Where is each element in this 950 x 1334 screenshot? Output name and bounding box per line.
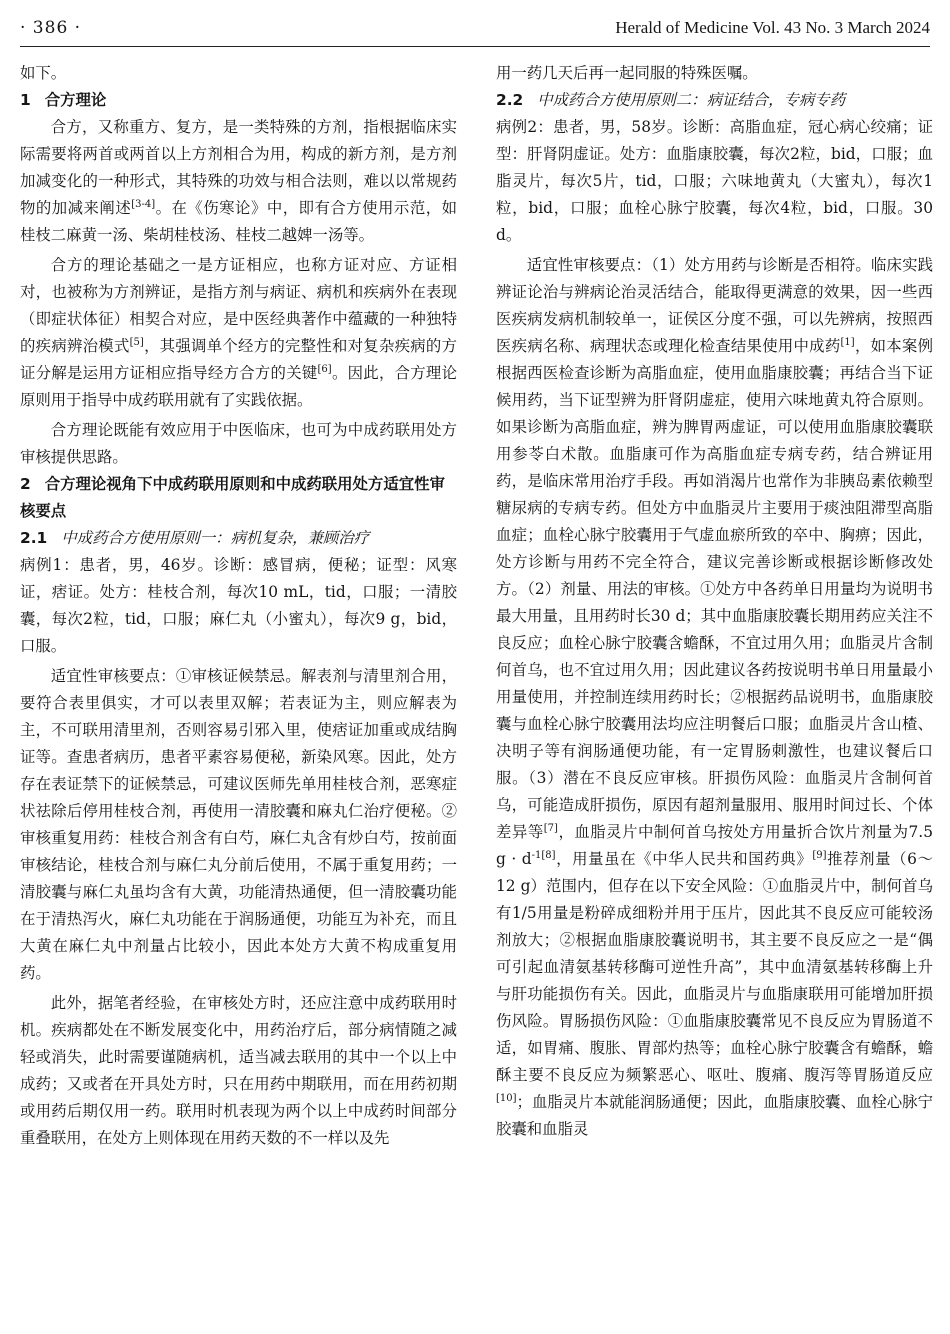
right-column: [496, 60, 933, 1143]
citation: [1]: [840, 337, 855, 348]
citation: [7]: [543, 823, 558, 834]
case-2: 病例2：患者，男，58岁。诊断：高脂血症，冠心病心绞痛；证型：肝肾阴虚证。处方：血脂康胶囊，每次2粒，bid，口服；血脂灵片，每次5片，tid，口服；六味地黄丸（大蜜丸），每次1粒，bid，口服；血栓心脉宁胶囊，每次4粒，bid，口服。30 d。: [496, 118, 933, 244]
subsection-number: 2.1: [20, 529, 48, 547]
subsection-title: 中成药合方使用原则二：病证结合，专病专药: [537, 91, 846, 109]
section-2-heading: [20, 471, 457, 525]
section-number: 1: [20, 91, 31, 109]
citation: [3-4]: [131, 199, 156, 210]
citation: -1[8]: [531, 850, 556, 861]
right-continuation: 用一药几天后再一起同服的特殊医嘱。: [496, 64, 758, 82]
paragraph-text: ，用量虽在《中华人民共和国药典》: [555, 850, 813, 868]
left-continuation: 如下。: [20, 64, 67, 82]
subsection-title: 中成药合方使用原则一：病机复杂，兼顾治疗: [61, 529, 370, 547]
running-header: Herald of Medicine Vol. 43 No. 3 March 2024: [615, 18, 930, 37]
subsection-2-2-heading: [496, 87, 933, 114]
paragraph-text: ，如本案例根据西医检查诊断为高脂血症，使用血脂康胶囊；再结合当下证候用药，当下证型辨为肝肾阴虚症，使用六味地黄丸符合原则。如果诊断为高脂血症，辨为脾胃两虚证，可以使用血脂康胶囊联用参苓白术散。血脂康可作为高脂血症专病专药，结合辨证用药，是临床常用治疗手段。再如消渴片也常作为非胰岛素依赖型糖尿病的专病专药。但处方中血脂灵片主要用于痰浊阻滞型高脂血症；血栓心脉宁胶囊用于气虚血瘀所致的卒中、胸痹；因此，处方诊断与用药不完全符合，建议完善诊断或根据诊断修改处方。（2）剂量、用法的审核。①处方中各药单日用量均为说明书最大用量，且用药时长30 d；其中血脂康胶囊长期用药应关注不良反应；血栓心脉宁胶囊含蟾酥，不宜过用久用；血脂灵片含制何首乌，也不宜过用久用；因此建议各药按说明书单日用量最小用量使用，并控制连续用药时长；②根据药品说明书，血脂康胶囊与血栓心脉宁胶囊用法均应注明餐后口服；血脂灵片含山楂、决明子等有润肠通便功能，有一定胃肠刺激性，也建议餐后口服。（3）潜在不良反应审核。肝损伤风险：血脂灵片含制何首乌，可能造成肝损伤，原因有超剂量服用、服用时间过长、个体差异等: [496, 337, 933, 841]
paragraph: 合方理论既能有效应用于中医临床，也可为中成药联用处方审核提供思路。: [20, 421, 457, 466]
paragraph-text: 推荐剂量（6～12 g）范围内，但存在以下安全风险：①血脂灵片中，制何首乌有1/5用量是粉碎成细粉并用于压片，因此其不良反应可能较汤剂放大；②根据血脂康胶囊说明书，其主要不良反应之一是“偶可引起血清氨基转移酶可逆性升高”，其中血清氨基转移酶上升与肝功能损伤有关。因此，血脂灵片与血脂康联用可能增加肝损伤风险。胃肠损伤风险：①血脂康胶囊常见不良反应为胃肠道不适，如胃痛、腹胀、胃部灼热等；血栓心脉宁胶囊含有蟾酥，蟾酥主要不良反应为频繁恶心、呕吐、腹痛、腹泻等胃肠道反应: [496, 850, 933, 1084]
subsection-2-1-heading: [20, 525, 457, 552]
subsection-number: 2.2: [496, 91, 524, 109]
paragraph-text: ，其强调单个经方的完整性和对复杂疾病的方证分解是运用方证相应指导经方合方的关键: [20, 337, 457, 382]
paragraph-text: 合方，又称重方、复方，是一类特殊的方剂，指根据临床实际需要将两首或两首以上方剂相合为用，构成的新方剂，是方剂加减变化的一种形式，其特殊的功效与相合法则，难以以常规药物的加减来阐述: [20, 118, 457, 217]
section-title: 合方理论: [44, 91, 107, 109]
left-column: [20, 60, 457, 1152]
section-title: 合方理论视角下中成药联用原则和中成药联用处方适宜性审核要点: [20, 475, 445, 520]
paragraph-text: 。在《伤寒论》中，即有合方使用示范，如桂枝二麻黄一汤、柴胡桂枝汤、桂枝二越婢一汤等。: [20, 199, 457, 244]
paragraph-text: ；血脂灵片本就能润肠通便；因此，血脂康胶囊、血栓心脉宁胶囊和血脂灵: [496, 1093, 933, 1138]
section-1-heading: [20, 87, 457, 114]
paragraph: [20, 252, 457, 414]
citation: [9]: [812, 850, 827, 861]
section-number: 2: [20, 475, 31, 493]
paragraph: [20, 114, 457, 249]
page-number: · 386 ·: [20, 18, 82, 38]
citation: [6]: [317, 364, 332, 375]
header-rule: [20, 46, 930, 47]
citation: [10]: [496, 1093, 517, 1104]
paragraph: 此外，据笔者经验，在审核处方时，还应注意中成药联用时机。疾病都处在不断发展变化中，用药治疗后，部分病情随之减轻或消失，此时需要谨随病机，适当减去联用的其中一个以上中成药；又或者在开具处方时，只在用药中期联用，而在用药初期或用药后期仅用一药。联用时机表现为两个以上中成药时间部分重叠联用，在处方上则体现在用药天数的不一样以及先: [20, 994, 457, 1147]
case-1: 病例1：患者，男，46岁。诊断：感冒病，便秘；证型：风寒证，痞证。处方：桂枝合剂，每次10 mL，tid，口服；一清胶囊，每次2粒，tid，口服；麻仁丸（小蜜丸），每次9 g，bid，口服。: [20, 556, 457, 655]
paragraph: [496, 252, 933, 1143]
paragraph-text: ，血脂灵片中制何首乌按处方用量折合饮片剂量为7.5 g · d: [496, 823, 933, 868]
paragraph-text: 。因此，合方理论原则用于指导中成药联用就有了实践依据。: [20, 364, 457, 409]
paragraph: 适宜性审核要点：①审核证候禁忌。解表剂与清里剂合用，要符合表里俱实，才可以表里双解；若表证为主，则应解表为主，不可联用清里剂，否则容易引邪入里，使痞证加重或成结胸证等。查患者病历，患者平素容易便秘，新染风寒。因此，处方存在表证禁下的证候禁忌，可建议医师先单用桂枝合剂，恶寒症状祛除后停用桂枝合剂，再使用一清胶囊和麻丸仁治疗便秘。②审核重复用药：桂枝合剂含有白芍，麻仁丸含有炒白芍，按前面审核结论，桂枝合剂与麻仁丸分前后使用，不属于重复用药；一清胶囊与麻仁丸虽均含有大黄，功能清热通便，但一清胶囊功能在于清热泻火，麻仁丸功能在于润肠通便，功能互为补充，而且大黄在麻仁丸中剂量占比较小，因此本处方大黄不构成重复用药。: [20, 667, 457, 982]
paragraph-text: 适宜性审核要点：（1）处方用药与诊断是否相符。临床实践辨证论治与辨病论治灵活结合，能取得更满意的效果，因一些西医疾病发病机制较单一，证侯区分度不强，可以先辨病，按照西医疾病名称、病理状态或理化检查结果使用中成药: [496, 256, 933, 355]
paragraph-text: 合方的理论基础之一是方证相应，也称方证对应、方证相对，也被称为方剂辨证，是指方剂与病证、病机和疾病外在表现（即症状体征）相契合对应，是中医经典著作中蕴藏的一种独特的疾病辨治模式: [20, 256, 457, 355]
citation: [5]: [129, 337, 144, 348]
